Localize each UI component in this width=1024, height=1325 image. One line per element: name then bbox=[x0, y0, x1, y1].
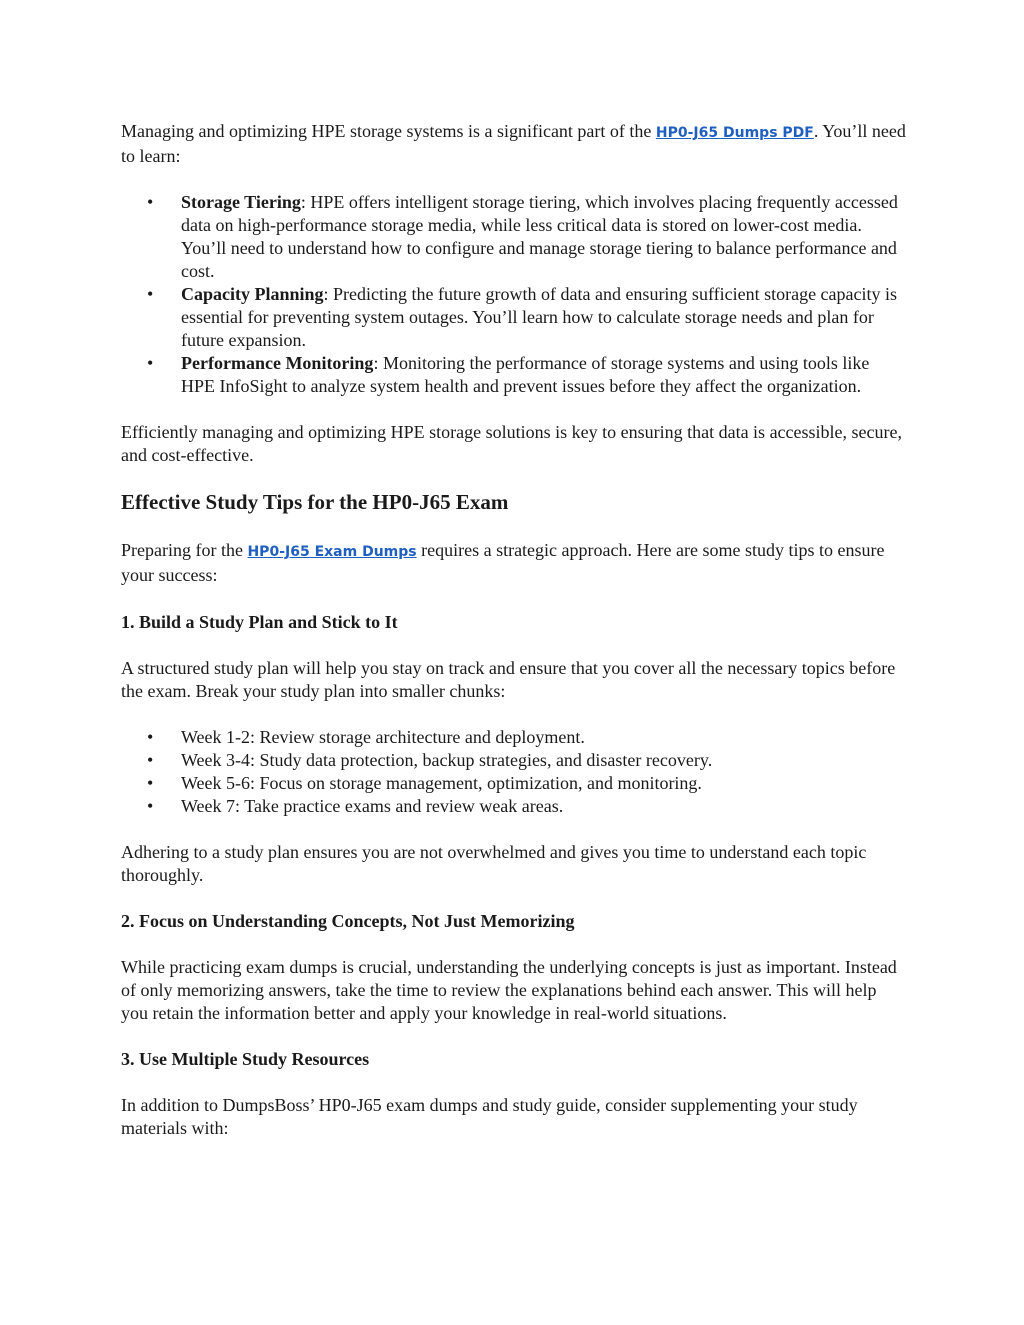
document-body bbox=[121, 120, 906, 1140]
intro-paragraph bbox=[121, 120, 906, 168]
list-item bbox=[121, 283, 906, 352]
section-title: Effective Study Tips for the HP0-J65 Exam bbox=[121, 490, 509, 514]
topic-term: Capacity Planning bbox=[181, 284, 324, 304]
prep-text-before: Preparing for the bbox=[121, 540, 248, 560]
tip2-title: 2. Focus on Understanding Concepts, Not Just Memorizing bbox=[121, 911, 575, 931]
topic-desc: : Monitoring the performance of storage systems and using tools like HPE InfoSight to analyze system health and prevent issues before they affect the organization. bbox=[181, 353, 870, 396]
tip1-title: 1. Build a Study Plan and Stick to It bbox=[121, 612, 398, 632]
list-item bbox=[121, 352, 906, 398]
topic-desc: : HPE offers intelligent storage tiering, which involves placing frequently accessed data on high-performance storage media, while less critical data is stored on lower-cost media. You’ll need to understand how to configure and manage storage tiering to balance performance and cost. bbox=[181, 192, 898, 281]
exam-dumps-link[interactable]: HP0-J65 Exam Dumps bbox=[247, 544, 417, 560]
weeks-list bbox=[121, 726, 906, 818]
intro-text-after: . You’ll need to learn: bbox=[121, 121, 906, 166]
prep-text-after: requires a strategic approach. Here are some study tips to ensure your success: bbox=[121, 540, 885, 585]
tip2-body: While practicing exam dumps is crucial, understanding the underlying concepts is just as important. Instead of only memorizing answers, take the time to review the explanations behind each answer. This will help you retain the information better and apply your knowledge in real-world situations. bbox=[121, 957, 897, 1023]
dumps-pdf-link[interactable]: HP0-J65 Dumps PDF bbox=[655, 125, 814, 141]
topic-term: Performance Monitoring bbox=[181, 353, 374, 373]
list-item: • Week 1-2: Review storage architecture and deployment. bbox=[121, 726, 906, 749]
summary-paragraph: Efficiently managing and optimizing HPE storage solutions is key to ensuring that data is accessible, secure, and cost-effective. bbox=[121, 422, 902, 465]
list-item: • Week 5-6: Focus on storage management, optimization, and monitoring. bbox=[121, 772, 906, 795]
tip3-title: 3. Use Multiple Study Resources bbox=[121, 1049, 370, 1069]
list-item bbox=[121, 191, 906, 283]
topic-desc: : Predicting the future growth of data and ensuring sufficient storage capacity is essential for preventing system outages. You’ll learn how to calculate storage needs and plan for future expansion. bbox=[181, 284, 898, 350]
tip3-body: In addition to DumpsBoss’ HP0-J65 exam dumps and study guide, consider supplementing your study materials with: bbox=[121, 1095, 858, 1138]
prep-paragraph bbox=[121, 539, 906, 587]
topic-term: Storage Tiering bbox=[181, 192, 301, 212]
list-item: • Week 3-4: Study data protection, backup strategies, and disaster recovery. bbox=[121, 749, 906, 772]
intro-text-before: Managing and optimizing HPE storage systems is a significant part of the bbox=[121, 121, 656, 141]
tip1-after: Adhering to a study plan ensures you are not overwhelmed and gives you time to understand each topic thoroughly. bbox=[121, 842, 867, 885]
list-item: • Week 7: Take practice exams and review weak areas. bbox=[121, 795, 906, 818]
topics-list bbox=[121, 191, 906, 398]
tip1-body: A structured study plan will help you stay on track and ensure that you cover all the necessary topics before the exam. Break your study plan into smaller chunks: bbox=[121, 658, 896, 701]
